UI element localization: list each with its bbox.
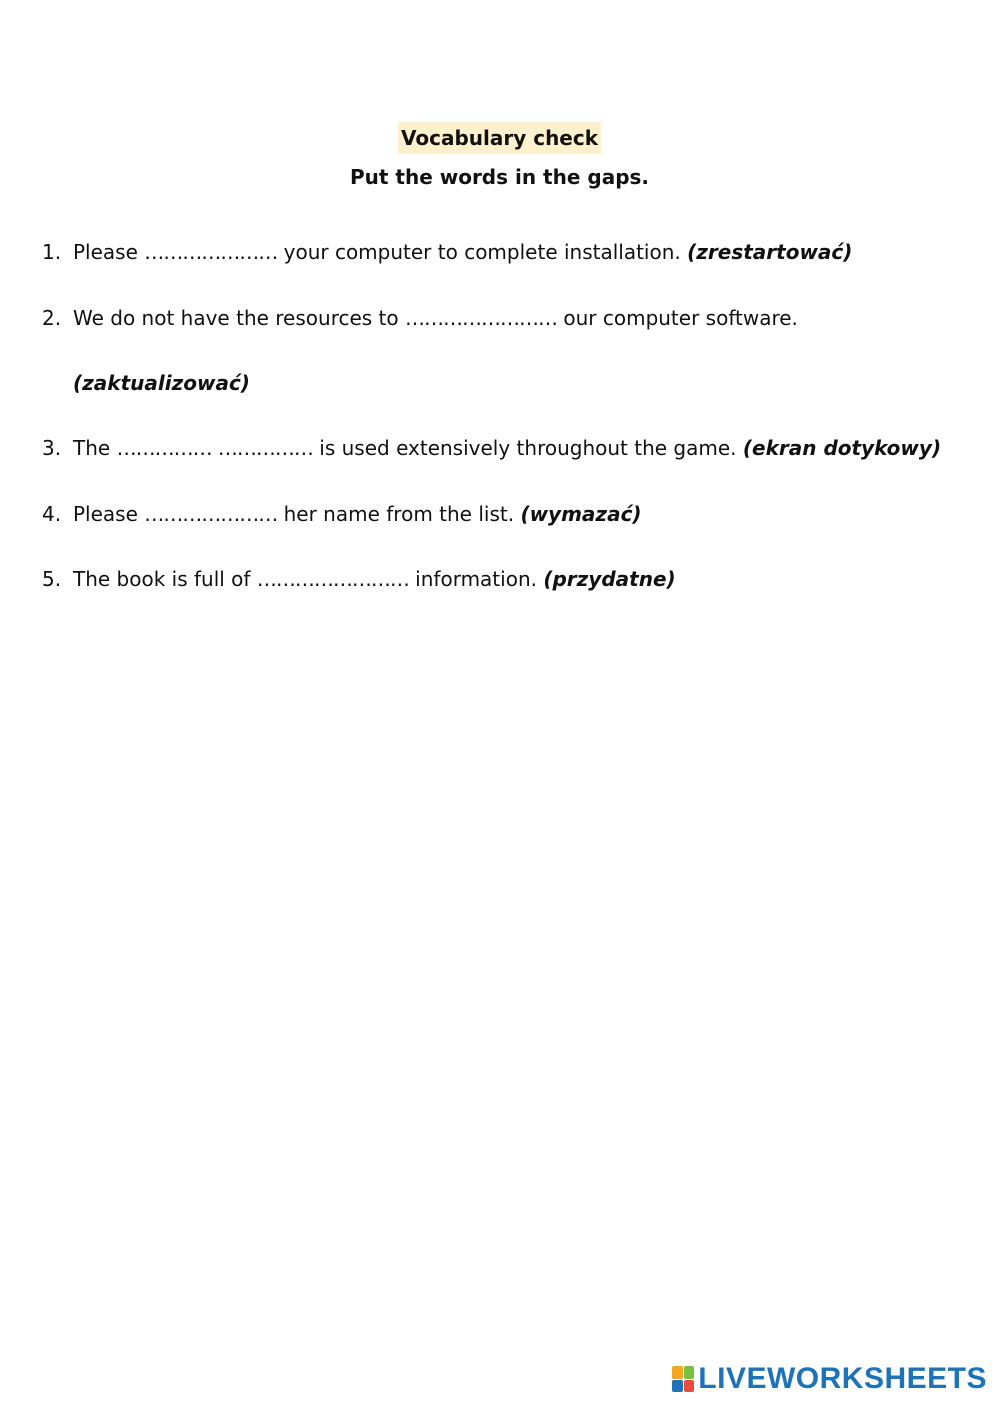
item-text-after: your computer to complete installation. bbox=[277, 240, 688, 264]
exercise-item-2 bbox=[42, 304, 798, 332]
gap-blank[interactable]: ………………… bbox=[144, 240, 278, 264]
translation-hint: (zrestartować) bbox=[687, 240, 853, 264]
exercise-item-1 bbox=[42, 238, 852, 266]
item-text-before: We do not have the resources to bbox=[73, 306, 405, 330]
logo-mark-icon bbox=[672, 1366, 694, 1392]
translation-hint: (zaktualizować) bbox=[73, 371, 250, 395]
gap-blank[interactable]: …………… bbox=[116, 436, 212, 460]
exercise-item-2-hint-line bbox=[73, 369, 250, 397]
item-number: 4. bbox=[42, 502, 62, 526]
worksheet-title: Vocabulary check bbox=[398, 122, 601, 154]
item-text-after: is used extensively throughout the game. bbox=[312, 436, 743, 460]
item-text-before: The book is full of bbox=[73, 567, 257, 591]
worksheet-instruction: Put the words in the gaps. bbox=[349, 165, 650, 189]
liveworksheets-logo[interactable] bbox=[672, 1362, 987, 1396]
item-text-after: our computer software. bbox=[557, 306, 798, 330]
logo-text: LIVEWORKSHEETS bbox=[698, 1362, 987, 1395]
item-text-after: information. bbox=[408, 567, 544, 591]
translation-hint: (wymazać) bbox=[520, 502, 642, 526]
title-wrap bbox=[0, 122, 999, 154]
gap-blank-2[interactable]: …………… bbox=[217, 436, 313, 460]
gap-blank[interactable]: …………………… bbox=[405, 306, 557, 330]
item-text-before: Please bbox=[73, 502, 145, 526]
gap-blank[interactable]: …………………… bbox=[256, 567, 409, 591]
item-text-before: Please bbox=[73, 240, 145, 264]
exercise-item-4 bbox=[42, 500, 642, 528]
exercise-item-5 bbox=[42, 565, 676, 593]
gap-blank[interactable]: ………………… bbox=[144, 502, 278, 526]
item-text-before: The bbox=[73, 436, 117, 460]
item-number: 5. bbox=[42, 567, 62, 591]
item-number: 3. bbox=[42, 436, 62, 460]
item-text-after: her name from the list. bbox=[277, 502, 521, 526]
exercise-item-3 bbox=[42, 434, 941, 462]
translation-hint: (przydatne) bbox=[543, 567, 676, 591]
translation-hint: (ekran dotykowy) bbox=[742, 436, 942, 460]
item-number: 1. bbox=[42, 240, 62, 264]
item-number: 2. bbox=[42, 306, 62, 330]
